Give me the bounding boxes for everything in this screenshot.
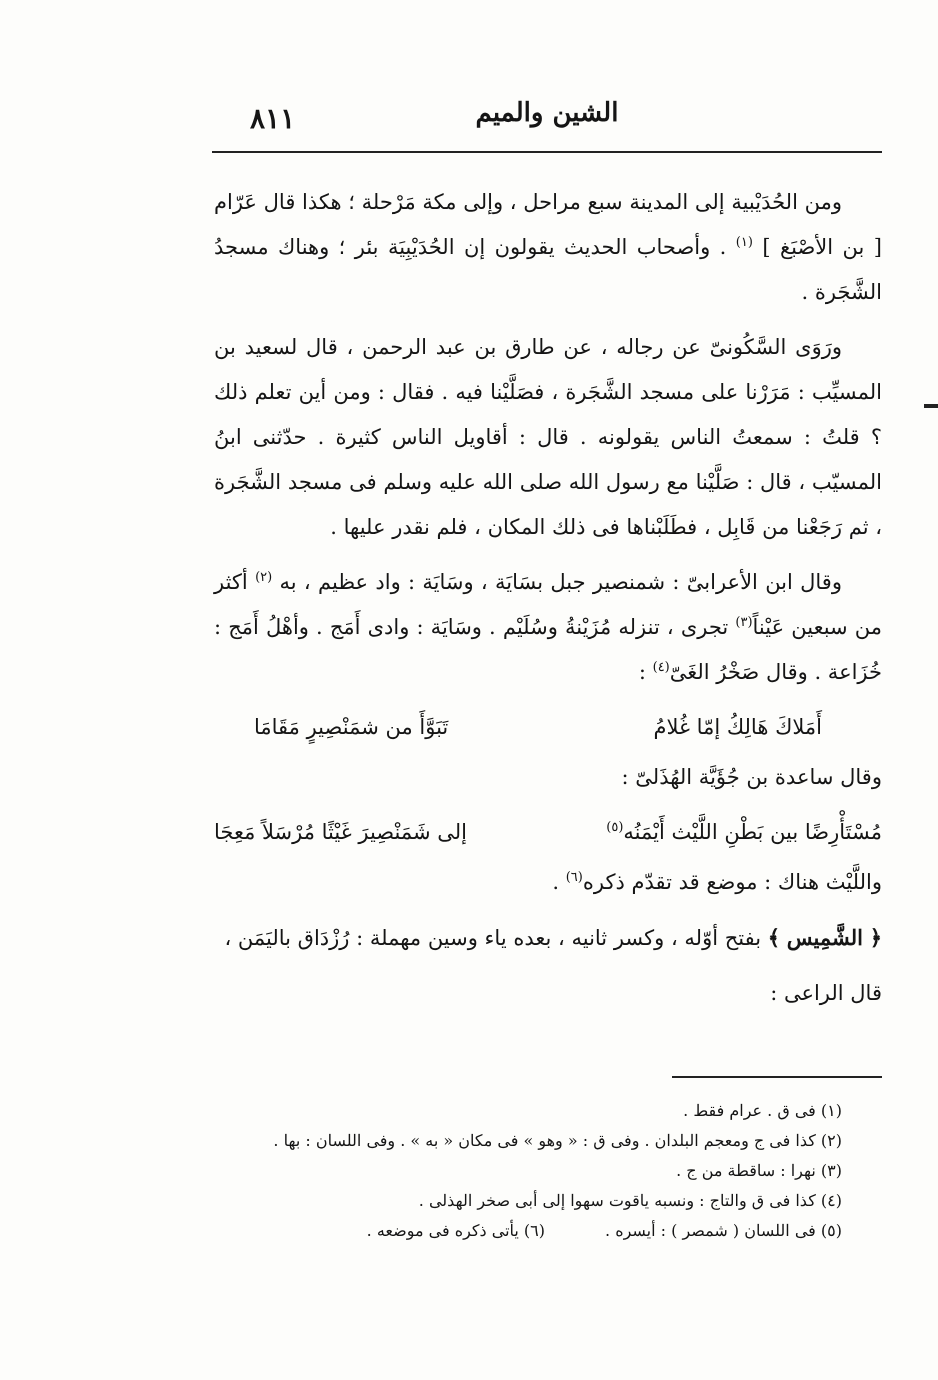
footnote-ref[interactable]: (٥) (606, 820, 624, 835)
footnote-ref[interactable]: (٦) (565, 870, 583, 885)
footnote-4: (٤) كذا فى ق والتاج : ونسبه ياقوت سهوا إلى أبى صخر الهذلى . (418, 1191, 842, 1210)
footnote-5: (٥) فى اللسان ( شمصر ) : أيسره . (605, 1221, 842, 1240)
paragraph-text: وقال ابن الأعرابىّ : شمنصير جبل بسَايَة ، وسَايَة : واد عظيم ، به (279, 570, 842, 594)
paragraph-text: أكثر من سبعين عَيْناً (214, 570, 882, 639)
footnote-rule (672, 1076, 882, 1078)
entry-close-marker: ﴾ (767, 925, 781, 950)
footnote-ref[interactable]: (١) (735, 235, 753, 250)
footnote-ref[interactable]: (٣) (735, 615, 753, 630)
paragraph-saida (214, 755, 882, 800)
footnote-3: (٣) نهرا : ساقطة من ج . (676, 1161, 842, 1180)
verse-second-hemistich: تَبَوَّأَ من شمَنْصِيرٍ مَقَامَا (254, 715, 449, 739)
entry-open-marker: ﴿ (869, 925, 882, 950)
paragraph-sukuni (214, 325, 882, 550)
paragraph-text: ومن الحُدَيْبية إلى المدينة سبع مراحل ، وإلى مكة مَرْحلة ؛ هكذا قال عَرّام [ بن الأصْبَغ ] (214, 190, 882, 259)
footnote-ref[interactable]: (٢) (255, 570, 273, 585)
verse-first-hemistich: أَمَلاكَ هَالِكُ إمّا غُلامُ (653, 715, 822, 739)
paragraph-text: واللَّيْث هناك : موضع قد تقدّم ذكره (582, 870, 882, 894)
header-rule (212, 151, 882, 153)
main-text (214, 180, 882, 1026)
page-number: ٨١١ (250, 102, 296, 135)
verse-sakhr (214, 705, 882, 749)
paragraph-text: وقال ساعدة بن جُؤَيَّة الهُذَلىّ : (621, 765, 882, 789)
verse-first-hemistich (606, 810, 882, 854)
footnote-5-6 (214, 1216, 882, 1246)
paragraph-text: قال الراعى : (770, 981, 882, 1005)
paragraph-hudaybiya (214, 180, 882, 315)
paragraph-text: . وأصحاب الحديث يقولون إن الحُدَيْبِيَة بئر ؛ وهناك مسجدُ الشَّجَرة . (214, 235, 882, 304)
entry-shamis (214, 915, 882, 961)
entry-headword: الشَّمِيس (786, 925, 863, 950)
paragraph-ibn-arabi (214, 560, 882, 695)
hemistich-text: مُسْتَأْرِضًا بين بَطْنِ اللَّيْث أَيْمَنُه (623, 820, 882, 844)
page-header (212, 96, 882, 144)
running-title: الشين والميم (475, 98, 619, 128)
paragraph-layth: واللَّيْث هناك : موضع قد تقدّم ذكره$^{(٦)}$ . (552, 870, 882, 894)
entry-definition: بفتح أوّله ، وكسر ثانيه ، بعده ياء وسين مهملة : رُزْدَاق باليَمَن ، (224, 926, 762, 950)
verse-second-hemistich: إلى شَمَنْصِيرَ غَيْثًا مُرْسَلاً مَعِجَا (214, 820, 467, 844)
scan-edge-mark (924, 404, 938, 408)
paragraph-rai (214, 971, 882, 1016)
footnotes (214, 1096, 882, 1246)
paragraph-text: تجرى ، تنزله مُزَيْنةُ وسُلَيْم . وسَايَة : وادى أَمَج . وأهْلُ أَمَج : خُزَاعة . وقال صَخْرُ الغَىّ (214, 615, 882, 684)
verse-saida (214, 810, 882, 854)
paragraph-text: : (638, 660, 646, 684)
footnote-2: (٢) كذا فى ج ومعجم البلدان . وفى ق : « وهو » فى مكان « به » . وفى اللسان : بها . (273, 1131, 842, 1150)
paragraph-text: ورَوَى السَّكُونىّ عن رجاله ، عن طارق بن عبد الرحمن ، قال لسعيد بن المسيِّب : مَرَرْنا على مسجد الشَّجَرة ، فصَلَّيْنا فيه . فقال : ومن أين تعلم ذلك ؟ قلتُ : سمعتُ الناس يقولونه . قال : أقاويل الناس كثيرة . حدّثنى ابنُ المسيّب ، قال : صَلَّيْنا مع رسول الله صلى الله عليه وسلم فى مسجد الشَّجَرة ، ثم رَجَعْنا من قَابِل ، فطَلَبْناها فى ذلك المكان ، فلم نقدر عليها . (214, 335, 882, 539)
footnote-6: (٦) يأتى ذكره فى موضعه . (366, 1221, 546, 1240)
footnote-1: (١) فى ق . عرام فقط . (683, 1101, 842, 1120)
footnote-ref[interactable]: (٤) (652, 660, 670, 675)
